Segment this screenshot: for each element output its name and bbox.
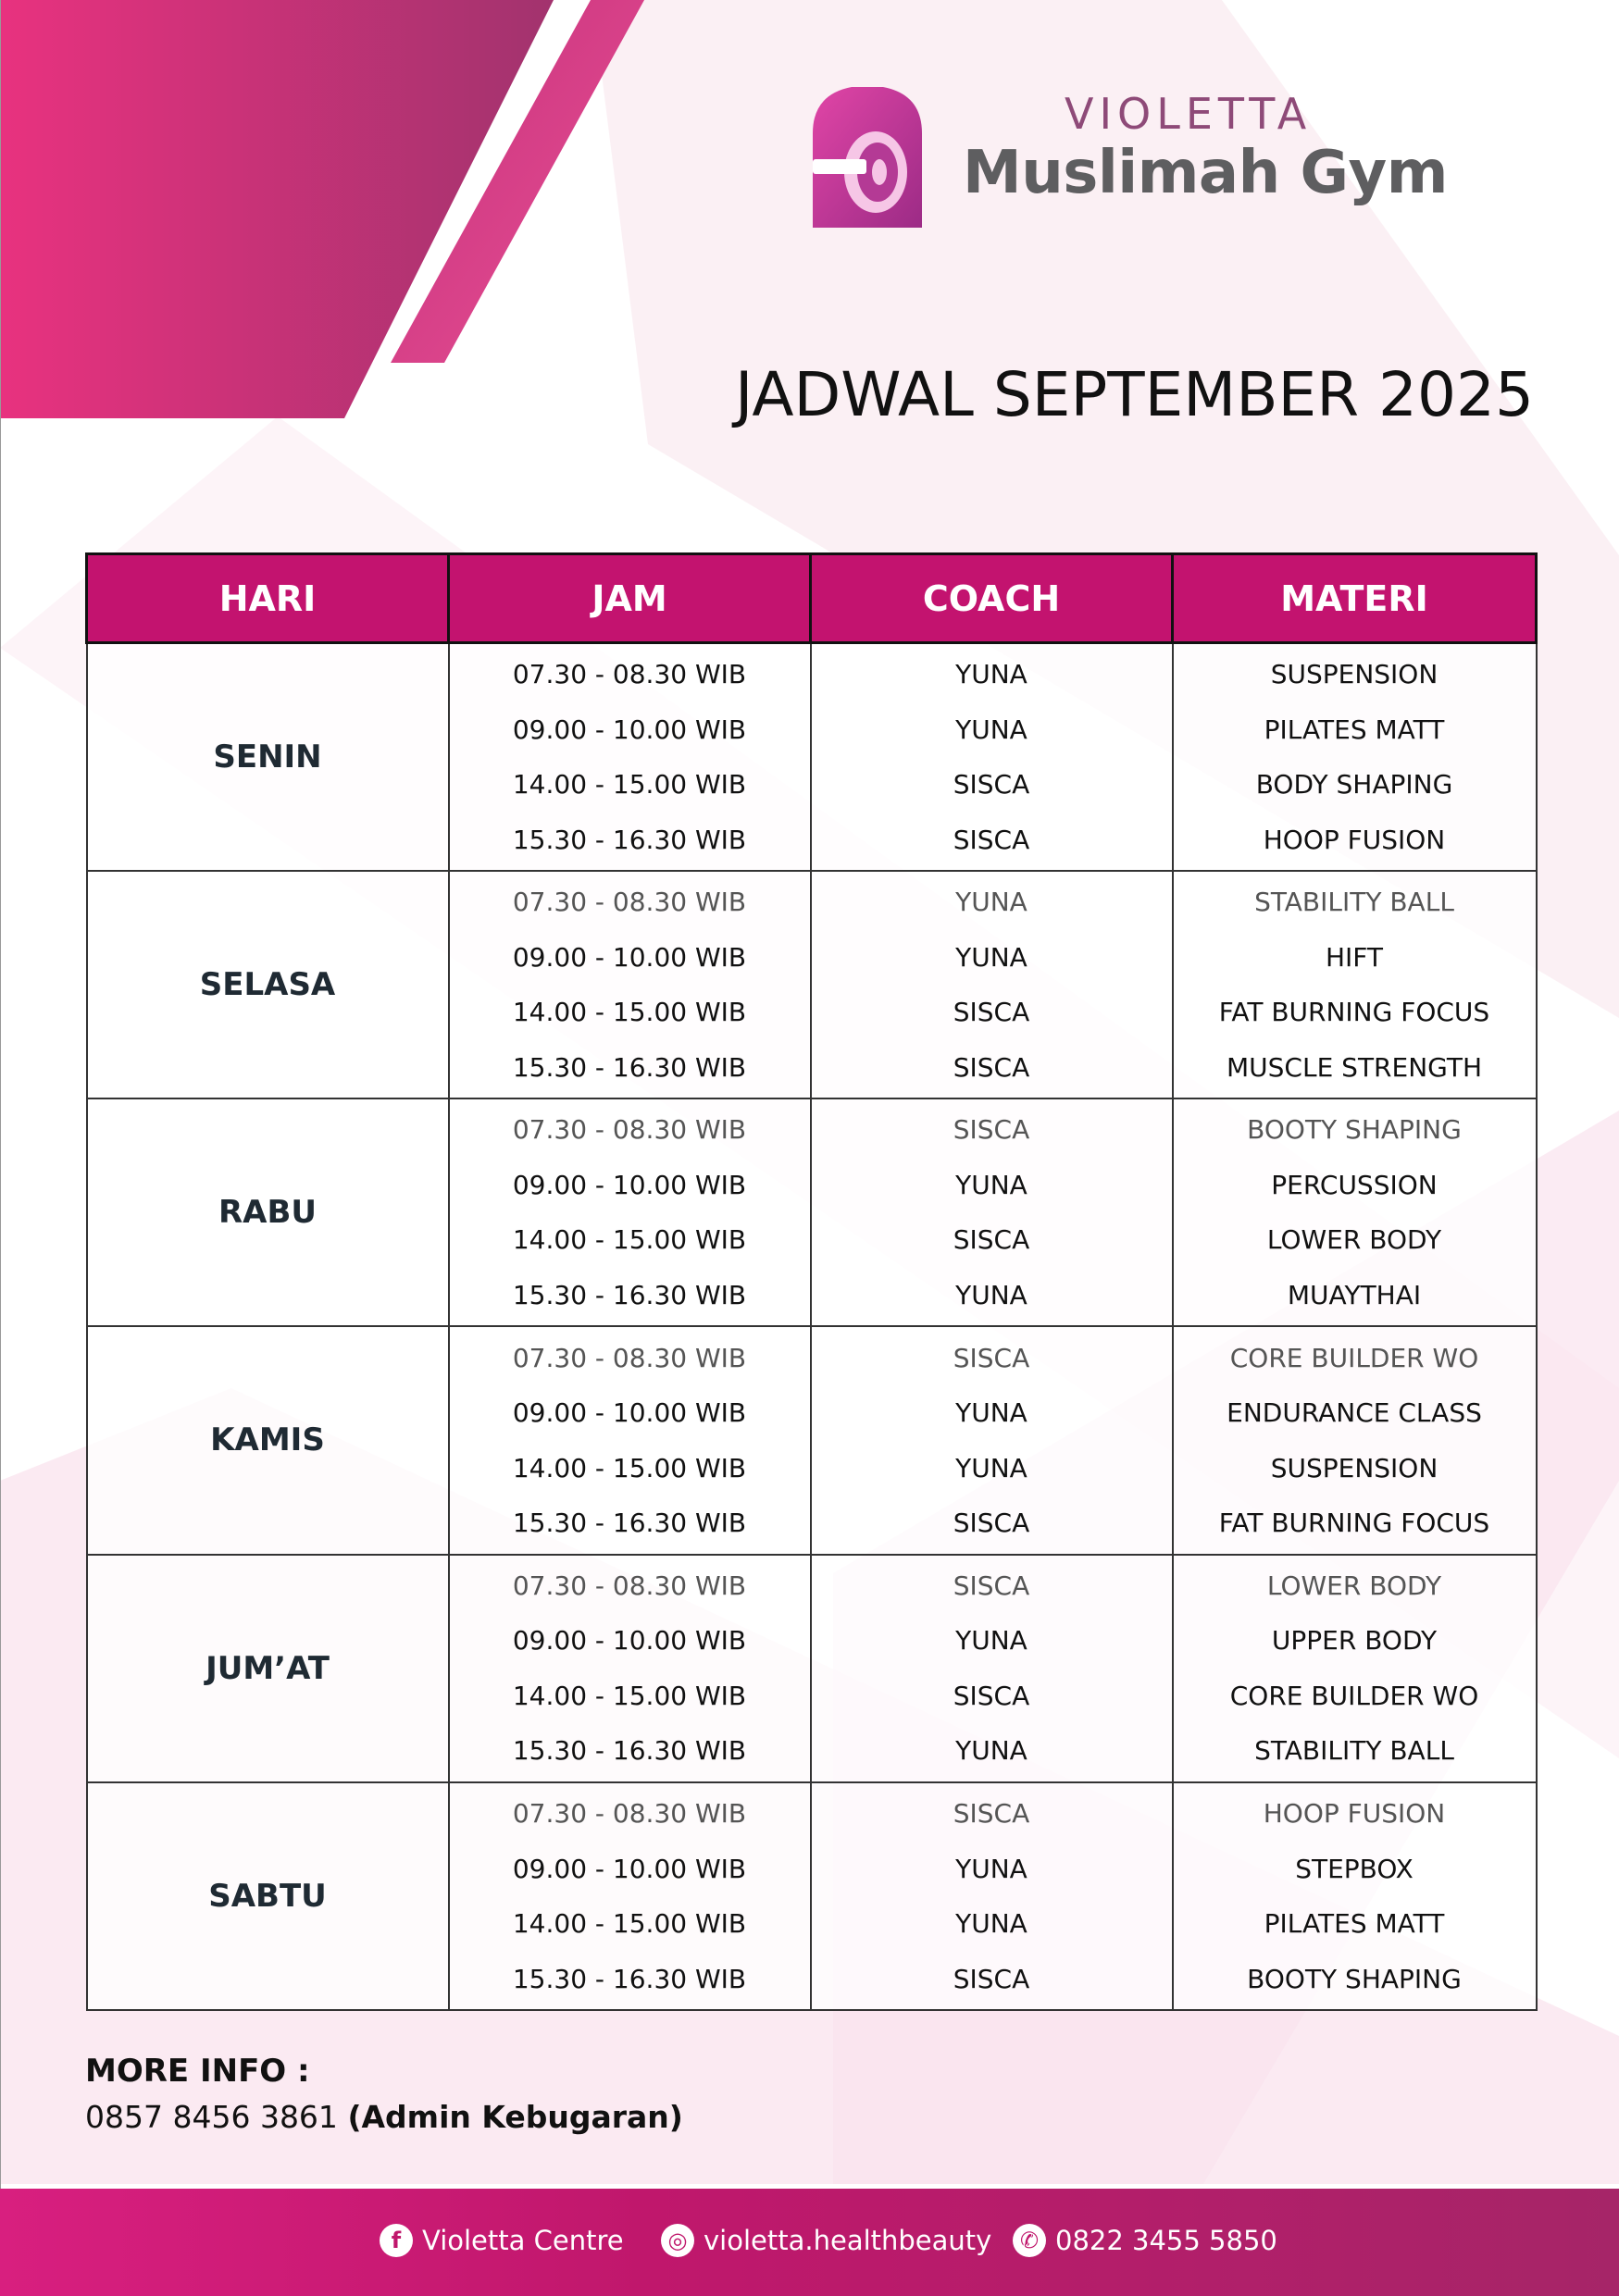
class-name: HOOP FUSION [1263, 824, 1446, 855]
class-name: FAT BURNING FOCUS [1218, 1508, 1490, 1539]
class-name: HOOP FUSION [1263, 1798, 1446, 1830]
class-name: UPPER BODY [1271, 1625, 1438, 1657]
class-name: MUAYTHAI [1287, 1279, 1422, 1310]
time-slot: 09.00 - 10.00 WIB [512, 1625, 747, 1657]
class-name: STEPBOX [1295, 1853, 1414, 1884]
time-cell [449, 643, 811, 871]
header-coach: COACH [811, 554, 1173, 643]
time-slot: 07.30 - 08.30 WIB [512, 1570, 747, 1601]
time-slot: 09.00 - 10.00 WIB [512, 714, 747, 745]
class-name: BODY SHAPING [1255, 769, 1453, 800]
day-cell: KAMIS [87, 1326, 449, 1554]
day-cell: SELASA [87, 871, 449, 1098]
footer-bar [0, 2189, 1619, 2296]
gym-logo-icon [803, 80, 931, 231]
coach-name: YUNA [955, 659, 1027, 690]
coach-cell [811, 871, 1173, 1098]
class-name: MUSCLE STRENGTH [1227, 1051, 1482, 1083]
table-row [87, 871, 1537, 1098]
class-name: PILATES MATT [1264, 714, 1445, 745]
time-cell [449, 1555, 811, 1782]
class-name: SUSPENSION [1270, 659, 1438, 690]
time-slot: 09.00 - 10.00 WIB [512, 941, 747, 973]
coach-cell [811, 643, 1173, 871]
class-name: FAT BURNING FOCUS [1218, 997, 1490, 1028]
coach-name: SISCA [953, 997, 1030, 1028]
class-name: SUSPENSION [1270, 1452, 1438, 1483]
time-cell [449, 1782, 811, 2010]
class-cell [1173, 1098, 1537, 1326]
contact-phone: 0857 8456 3861 [85, 2099, 338, 2135]
table-row [87, 1098, 1537, 1326]
coach-cell [811, 1782, 1173, 2010]
coach-name: SISCA [953, 1051, 1030, 1083]
coach-name: SISCA [953, 1508, 1030, 1539]
header-time: JAM [449, 554, 811, 643]
coach-name: SISCA [953, 1570, 1030, 1601]
table-row [87, 1782, 1537, 2010]
day-cell: SENIN [87, 643, 449, 871]
time-slot: 15.30 - 16.30 WIB [512, 1735, 747, 1767]
coach-name: YUNA [955, 1452, 1027, 1483]
table-row [87, 643, 1537, 871]
time-slot: 15.30 - 16.30 WIB [512, 1963, 747, 1994]
day-cell: RABU [87, 1098, 449, 1326]
time-slot: 07.30 - 08.30 WIB [512, 1342, 747, 1373]
day-cell: JUM’AT [87, 1555, 449, 1782]
class-name: STABILITY BALL [1254, 1735, 1454, 1767]
instagram-label: violetta.healthbeauty [704, 2225, 992, 2256]
coach-name: SISCA [953, 769, 1030, 800]
time-slot: 07.30 - 08.30 WIB [512, 887, 747, 918]
instagram-link[interactable] [661, 2224, 991, 2257]
coach-name: YUNA [955, 1735, 1027, 1767]
class-cell [1173, 1326, 1537, 1554]
time-slot: 14.00 - 15.00 WIB [512, 1680, 747, 1711]
time-slot: 14.00 - 15.00 WIB [512, 1452, 747, 1483]
time-cell [449, 1326, 811, 1554]
schedule-table [85, 552, 1538, 2011]
class-cell [1173, 643, 1537, 871]
header-day: HARI [87, 554, 449, 643]
coach-cell [811, 1326, 1173, 1554]
class-name: CORE BUILDER WO [1229, 1342, 1479, 1373]
header-class: MATERI [1173, 554, 1537, 643]
coach-name: YUNA [955, 1908, 1027, 1940]
time-slot: 14.00 - 15.00 WIB [512, 1908, 747, 1940]
coach-name: YUNA [955, 887, 1027, 918]
time-slot: 15.30 - 16.30 WIB [512, 1051, 747, 1083]
class-name: HIFT [1325, 941, 1384, 973]
coach-name: SISCA [953, 1963, 1030, 1994]
coach-name: SISCA [953, 1342, 1030, 1373]
class-cell [1173, 1555, 1537, 1782]
time-slot: 14.00 - 15.00 WIB [512, 1224, 747, 1256]
coach-cell [811, 1555, 1173, 1782]
coach-name: SISCA [953, 1798, 1030, 1830]
coach-name: YUNA [955, 1279, 1027, 1310]
time-slot: 09.00 - 10.00 WIB [512, 1169, 747, 1200]
whatsapp-label: 0822 3455 5850 [1055, 2225, 1277, 2256]
class-cell [1173, 871, 1537, 1098]
coach-name: SISCA [953, 824, 1030, 855]
coach-name: YUNA [955, 714, 1027, 745]
coach-name: YUNA [955, 1625, 1027, 1657]
class-name: STABILITY BALL [1254, 887, 1454, 918]
time-slot: 14.00 - 15.00 WIB [512, 997, 747, 1028]
class-name: PERCUSSION [1271, 1169, 1438, 1200]
time-slot: 09.00 - 10.00 WIB [512, 1397, 747, 1429]
more-info-heading: MORE INFO : [85, 2053, 310, 2090]
time-slot: 07.30 - 08.30 WIB [512, 1798, 747, 1830]
coach-cell [811, 1098, 1173, 1326]
table-row [87, 1555, 1537, 1782]
table-header-row [87, 554, 1537, 643]
facebook-label: Violetta Centre [422, 2225, 624, 2256]
time-slot: 15.30 - 16.30 WIB [512, 1279, 747, 1310]
brand-name: Muslimah Gym [963, 139, 1448, 207]
class-name: ENDURANCE CLASS [1227, 1397, 1482, 1429]
class-name: PILATES MATT [1264, 1908, 1445, 1940]
whatsapp-link[interactable] [1013, 2224, 1277, 2257]
time-slot: 15.30 - 16.30 WIB [512, 824, 747, 855]
class-name: LOWER BODY [1266, 1224, 1442, 1256]
instagram-icon: ◎ [661, 2224, 694, 2257]
class-name: LOWER BODY [1266, 1570, 1442, 1601]
coach-name: YUNA [955, 941, 1027, 973]
more-info [85, 2053, 683, 2135]
class-name: CORE BUILDER WO [1229, 1680, 1479, 1711]
coach-name: SISCA [953, 1680, 1030, 1711]
class-name: BOOTY SHAPING [1247, 1963, 1462, 1994]
day-cell: SABTU [87, 1782, 449, 2010]
class-name: BOOTY SHAPING [1247, 1114, 1462, 1146]
coach-name: YUNA [955, 1397, 1027, 1429]
brand-logo [803, 80, 1448, 237]
brand-top-line: VIOLETTA [1065, 89, 1313, 139]
time-slot: 15.30 - 16.30 WIB [512, 1508, 747, 1539]
coach-name: SISCA [953, 1114, 1030, 1146]
time-slot: 09.00 - 10.00 WIB [512, 1853, 747, 1884]
coach-name: YUNA [955, 1853, 1027, 1884]
coach-name: YUNA [955, 1169, 1027, 1200]
facebook-icon: f [380, 2224, 413, 2257]
contact-line [85, 2099, 683, 2135]
table-row [87, 1326, 1537, 1554]
time-cell [449, 1098, 811, 1326]
time-slot: 07.30 - 08.30 WIB [512, 659, 747, 690]
class-cell [1173, 1782, 1537, 2010]
whatsapp-icon: ✆ [1013, 2224, 1046, 2257]
time-slot: 14.00 - 15.00 WIB [512, 769, 747, 800]
coach-name: SISCA [953, 1224, 1030, 1256]
schedule-body [87, 643, 1537, 2011]
contact-name: (Admin Kebugaran) [347, 2099, 683, 2135]
page-title: JADWAL SEPTEMBER 2025 [735, 359, 1534, 430]
facebook-link[interactable] [380, 2224, 624, 2257]
time-cell [449, 871, 811, 1098]
time-slot: 07.30 - 08.30 WIB [512, 1114, 747, 1146]
